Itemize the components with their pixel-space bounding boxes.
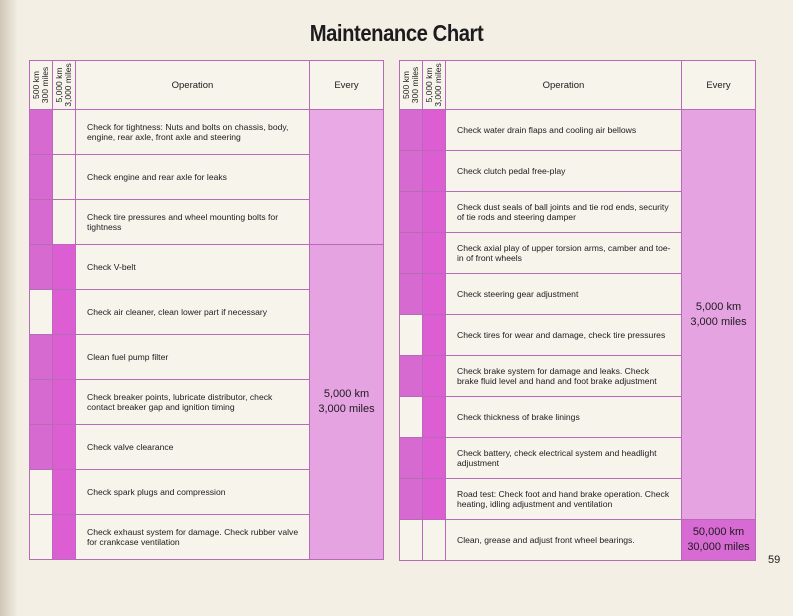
operation-cell: Check battery, check electrical system and headlight adjustment — [446, 438, 682, 479]
interval-marker-5000km — [53, 425, 76, 470]
col-header-5000km — [53, 61, 76, 110]
operation-cell: Check thickness of brake linings — [446, 397, 682, 438]
operation-cell: Check valve clearance — [76, 425, 310, 470]
table-row — [30, 110, 384, 155]
col-header-500km-label: 500 km 300 miles — [401, 66, 420, 104]
interval-empty-500km — [30, 470, 53, 515]
col-header-every: Every — [682, 61, 756, 110]
operation-cell: Check for tightness: Nuts and bolts on chassis, body, engine, rear axle, front axle and steering — [76, 110, 310, 155]
interval-marker-500km — [30, 110, 53, 155]
operation-cell: Check tire pressures and wheel mounting bolts for tightness — [76, 200, 310, 245]
interval-marker-5000km — [423, 397, 446, 438]
table-row — [400, 110, 756, 151]
interval-marker-5000km — [53, 515, 76, 560]
col-header-500km — [30, 61, 53, 110]
interval-empty-5000km — [53, 155, 76, 200]
operation-cell: Check V-belt — [76, 245, 310, 290]
every-interval-cell — [682, 110, 756, 520]
table-header-row — [30, 61, 384, 110]
col-header-5000km — [423, 61, 446, 110]
operation-cell: Check water drain flaps and cooling air bellows — [446, 110, 682, 151]
interval-marker-500km — [400, 233, 423, 274]
operation-cell: Check breaker points, lubricate distributor, check contact breaker gap and ignition timing — [76, 380, 310, 425]
interval-marker-5000km — [423, 192, 446, 233]
interval-empty-5000km — [53, 110, 76, 155]
every-interval-cell — [682, 520, 756, 561]
col-header-500km-label: 500 km 300 miles — [31, 66, 50, 104]
interval-marker-5000km — [423, 274, 446, 315]
interval-empty-500km — [400, 520, 423, 561]
every-interval-km: 5,000 km — [695, 300, 742, 313]
interval-marker-5000km — [53, 335, 76, 380]
interval-marker-500km — [400, 151, 423, 192]
interval-marker-500km — [400, 110, 423, 151]
interval-empty-500km — [30, 515, 53, 560]
operation-cell: Clean, grease and adjust front wheel bearings. — [446, 520, 682, 561]
page-number: 59 — [768, 554, 781, 566]
operation-cell: Clean fuel pump filter — [76, 335, 310, 380]
interval-marker-5000km — [53, 290, 76, 335]
interval-marker-5000km — [53, 380, 76, 425]
operation-cell: Road test: Check foot and hand brake operation. Check heating, idling adjustment and ventilation — [446, 479, 682, 520]
interval-empty-500km — [400, 397, 423, 438]
table-row — [400, 520, 756, 561]
interval-empty-5000km — [53, 200, 76, 245]
interval-marker-5000km — [423, 110, 446, 151]
col-header-500km — [400, 61, 423, 110]
page-title: Maintenance Chart — [309, 20, 484, 46]
interval-marker-5000km — [423, 438, 446, 479]
every-interval-miles: 3,000 miles — [690, 315, 747, 328]
interval-marker-5000km — [53, 245, 76, 290]
operation-cell: Check axial play of upper torsion arms, camber and toe-in of front wheels — [446, 233, 682, 274]
col-header-5000km-label: 5,000 km 3,000 miles — [424, 63, 443, 107]
interval-marker-500km — [400, 479, 423, 520]
interval-marker-500km — [400, 438, 423, 479]
maintenance-table-right — [399, 60, 756, 561]
interval-marker-5000km — [423, 315, 446, 356]
interval-empty-500km — [400, 315, 423, 356]
operation-cell: Check engine and rear axle for leaks — [76, 155, 310, 200]
interval-empty-500km — [30, 290, 53, 335]
interval-marker-500km — [30, 155, 53, 200]
interval-marker-500km — [30, 425, 53, 470]
every-interval-cell — [310, 245, 384, 560]
interval-marker-5000km — [423, 233, 446, 274]
interval-empty-5000km — [423, 520, 446, 561]
operation-cell: Check steering gear adjustment — [446, 274, 682, 315]
table-header-row — [400, 61, 756, 110]
operation-cell: Check clutch pedal free-play — [446, 151, 682, 192]
every-interval-cell — [310, 110, 384, 245]
every-interval-km: 5,000 km — [323, 388, 370, 400]
interval-marker-500km — [30, 380, 53, 425]
interval-marker-500km — [400, 356, 423, 397]
maintenance-table-left — [29, 60, 384, 560]
col-header-operation: Operation — [446, 61, 682, 110]
operation-cell: Check air cleaner, clean lower part if necessary — [76, 290, 310, 335]
interval-marker-500km — [400, 192, 423, 233]
col-header-5000km-label: 5,000 km 3,000 miles — [54, 63, 73, 107]
every-interval-miles: 30,000 miles — [687, 541, 750, 553]
page-gutter-shadow — [0, 0, 18, 616]
interval-marker-5000km — [423, 356, 446, 397]
col-header-every: Every — [310, 61, 384, 110]
operation-cell: Check spark plugs and compression — [76, 470, 310, 515]
operation-cell: Check exhaust system for damage. Check rubber valve for crankcase ventilation — [76, 515, 310, 560]
interval-marker-500km — [400, 274, 423, 315]
col-header-operation: Operation — [76, 61, 310, 110]
interval-marker-500km — [30, 245, 53, 290]
interval-marker-5000km — [53, 470, 76, 515]
interval-marker-500km — [30, 200, 53, 245]
operation-cell: Check dust seals of ball joints and tie rod ends, security of tie rods and steering damper — [446, 192, 682, 233]
operation-cell: Check tires for wear and damage, check tire pressures — [446, 315, 682, 356]
interval-marker-500km — [30, 335, 53, 380]
interval-marker-5000km — [423, 151, 446, 192]
interval-marker-5000km — [423, 479, 446, 520]
operation-cell: Check brake system for damage and leaks. Check brake fluid level and hand and foot brake adjustment — [446, 356, 682, 397]
every-interval-miles: 3,000 miles — [318, 403, 375, 415]
table-row — [30, 245, 384, 290]
every-interval-km: 50,000 km — [692, 526, 745, 538]
